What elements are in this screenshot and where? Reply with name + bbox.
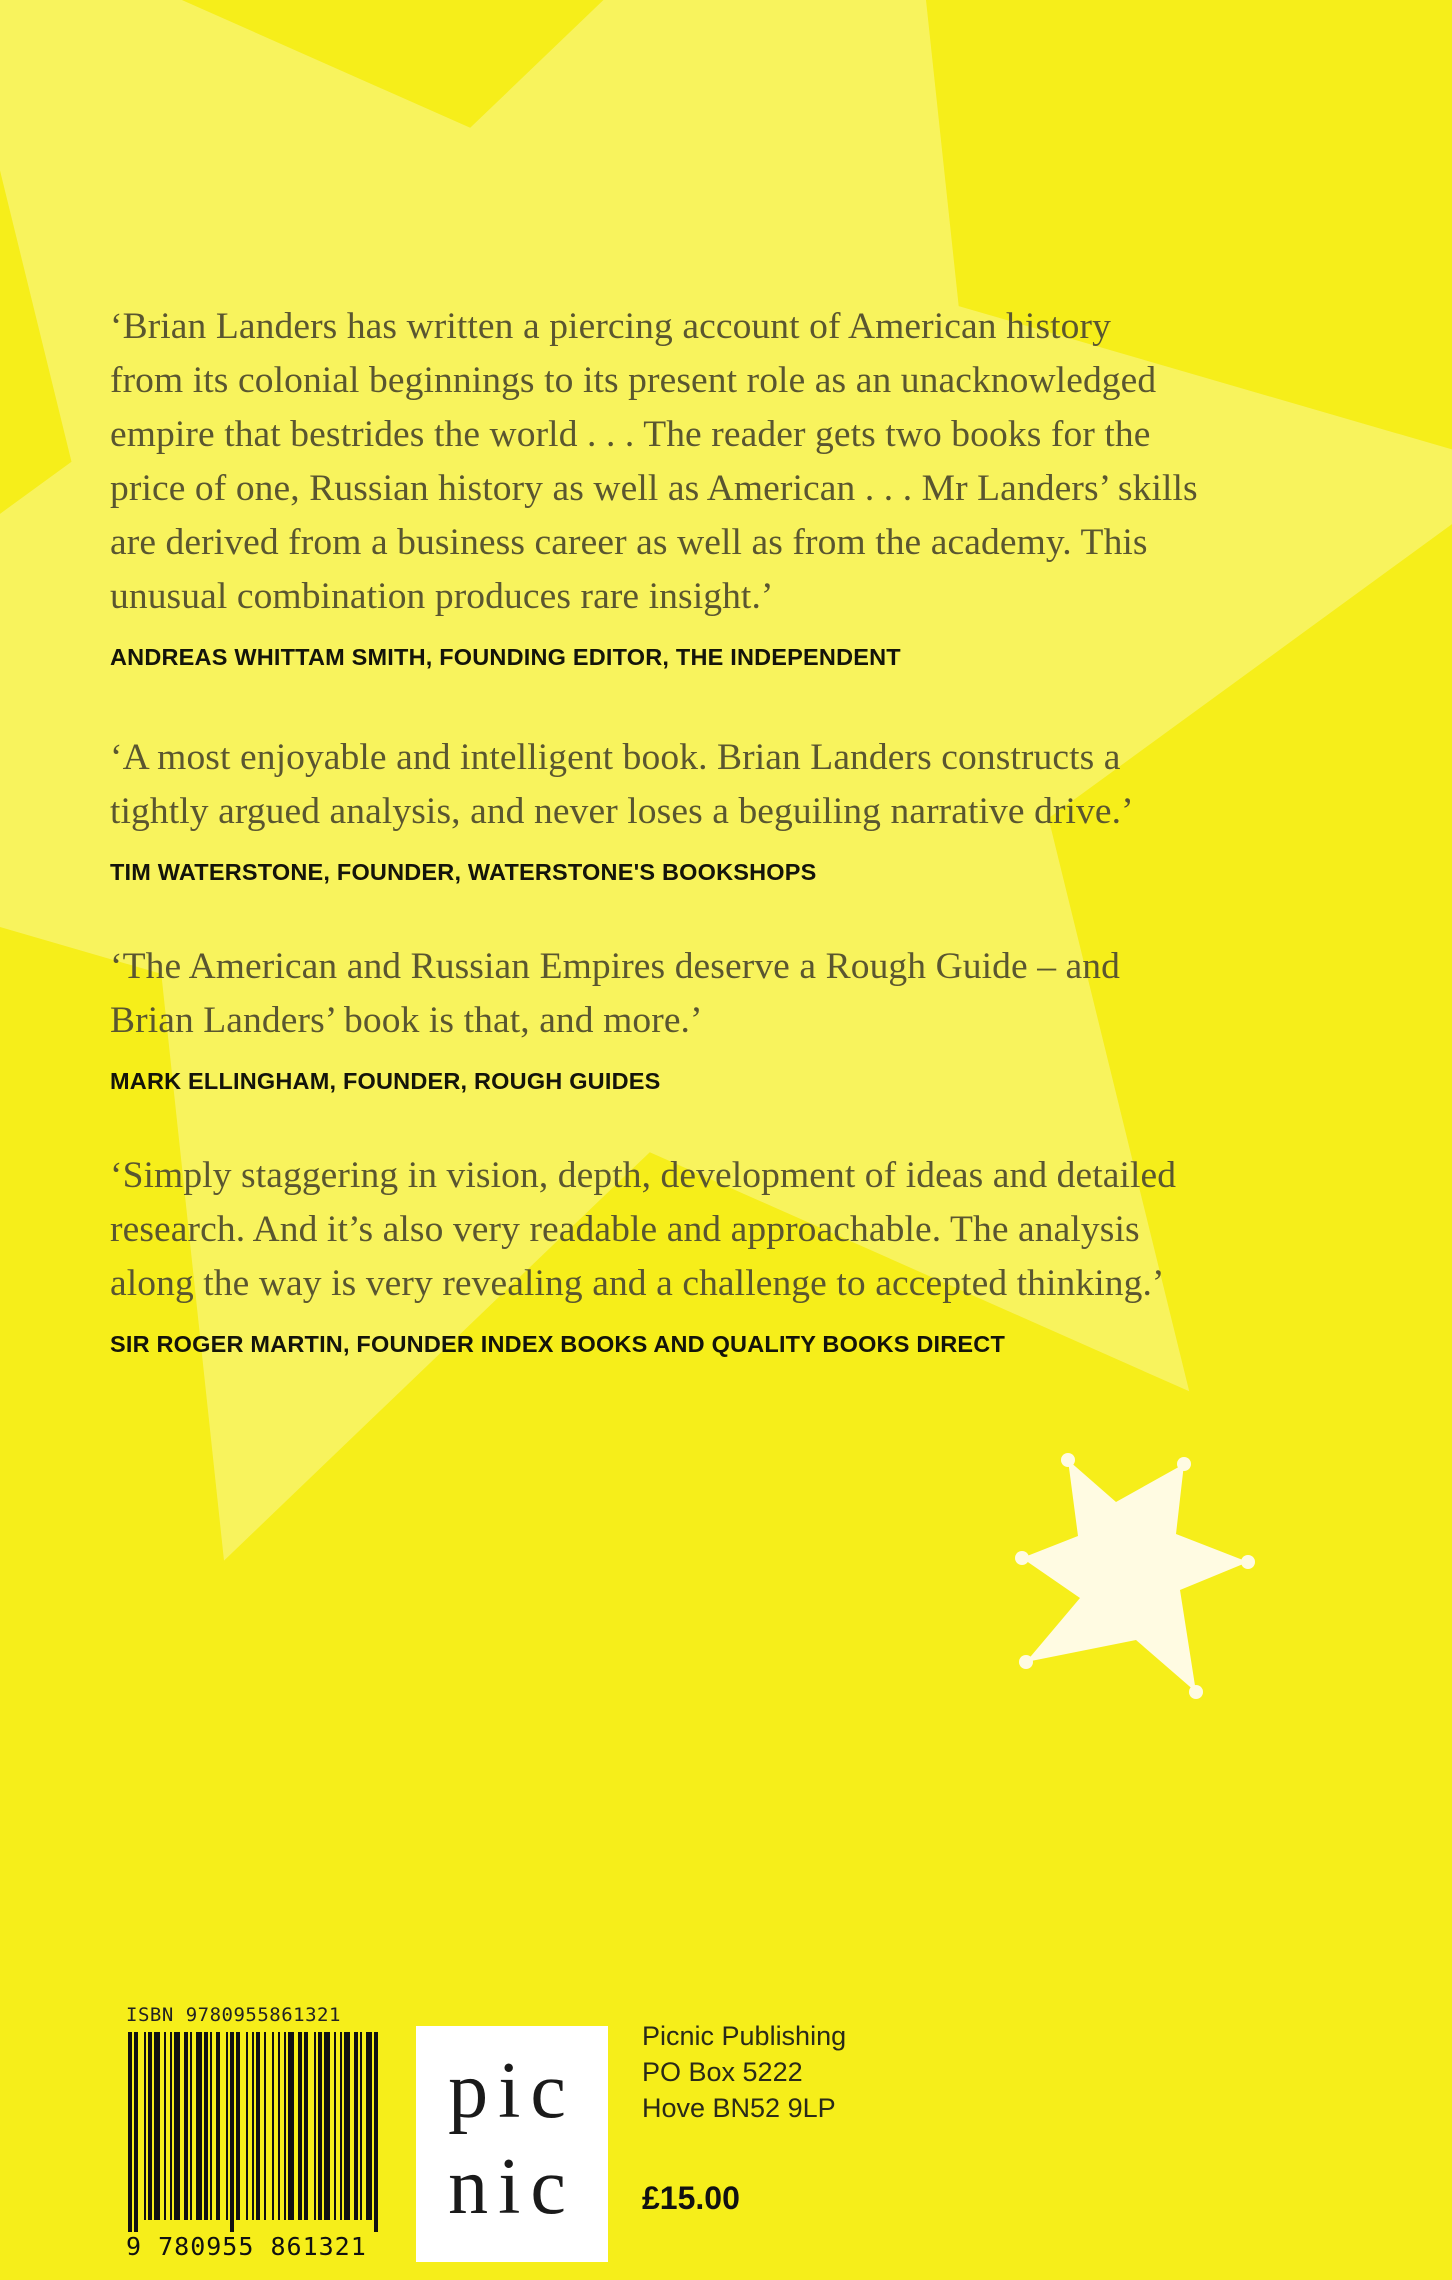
logo-line-2: nic <box>448 2143 576 2231</box>
barcode-bar <box>164 2032 166 2220</box>
barcode-bar <box>128 2032 132 2232</box>
barcode-bar <box>278 2032 280 2220</box>
barcode-bar <box>148 2032 152 2220</box>
barcode-bar <box>284 2032 286 2220</box>
barcode-bar <box>210 2032 212 2220</box>
barcode-bar <box>154 2032 160 2220</box>
barcode-bar <box>230 2032 234 2232</box>
review-quotes <box>110 300 1310 1412</box>
review-quote-1 <box>110 300 1310 671</box>
quote-text: ‘Brian Landers has written a piercing account of American history from its colonial beginnings to its present role as an unacknowledged empire that bestrides the world . . . The reader gets two books for the price of one, Russian history as well as American . . . Mr Landers’ skills are derived from a business career as well as from the academy. This unusual combination produces rare insight.’ <box>110 306 1198 617</box>
publisher-address-line-1: PO Box 5222 <box>642 2057 803 2087</box>
price-label: £15.00 <box>642 2180 740 2216</box>
logo-line-1: pic <box>448 2047 576 2135</box>
publisher-name: Picnic Publishing <box>642 2021 847 2051</box>
barcode-bar <box>226 2032 228 2220</box>
barcode-digits: 9 780955 861321 <box>126 2232 367 2261</box>
barcode-bar <box>360 2032 362 2220</box>
review-quote-4 <box>110 1149 1310 1358</box>
quote-attribution: SIR ROGER MARTIN, FOUNDER INDEX BOOKS AND QUALITY BOOKS DIRECT <box>110 1331 1005 1357</box>
barcode-bar <box>252 2032 254 2220</box>
quote-text: ‘The American and Russian Empires deserve a Rough Guide – and Brian Landers’ book is that, and more.’ <box>110 946 1120 1041</box>
barcode-bar <box>184 2032 188 2220</box>
barcode-bar <box>340 2032 342 2220</box>
sheriff-star-icon <box>1008 1440 1284 1710</box>
barcode-bar <box>298 2032 302 2220</box>
barcode-bar <box>144 2032 146 2220</box>
review-quote-2 <box>110 731 1310 886</box>
barcode-bar <box>344 2032 350 2220</box>
barcode-bar <box>366 2032 372 2220</box>
barcode-bar <box>190 2032 192 2220</box>
barcode-bar <box>216 2032 220 2220</box>
barcode-bar <box>256 2032 260 2220</box>
barcode-bar <box>314 2032 316 2220</box>
publisher-logo <box>416 2026 608 2262</box>
barcode-bar <box>318 2032 322 2220</box>
barcode-bar <box>324 2032 330 2220</box>
barcode-bar <box>204 2032 208 2220</box>
barcode-bar <box>374 2032 378 2232</box>
barcode-bar <box>334 2032 336 2220</box>
barcode-bar <box>304 2032 308 2220</box>
barcode-bar <box>288 2032 294 2220</box>
quote-attribution: TIM WATERSTONE, FOUNDER, WATERSTONE'S BOOKSHOPS <box>110 859 817 885</box>
barcode-bar <box>264 2032 266 2220</box>
quote-text: ‘Simply staggering in vision, depth, development of ideas and detailed research. And it’s also very readable and approachable. The analysis along the way is very revealing and a challenge to accepted thinking.’ <box>110 1155 1177 1304</box>
barcode-bar <box>236 2032 240 2220</box>
isbn-barcode <box>126 2004 380 2274</box>
barcode-bar <box>272 2032 274 2220</box>
barcode-bar <box>246 2032 248 2220</box>
barcode-bar <box>354 2032 358 2220</box>
publisher-address-line-2: Hove BN52 9LP <box>642 2093 836 2123</box>
barcode-bar <box>134 2032 138 2232</box>
publisher-address <box>642 2018 846 2126</box>
review-quote-3 <box>110 940 1310 1095</box>
barcode-bar <box>170 2032 172 2220</box>
barcode-bars <box>126 2032 380 2232</box>
quote-attribution: MARK ELLINGHAM, FOUNDER, ROUGH GUIDES <box>110 1068 661 1094</box>
barcode-bar <box>196 2032 202 2220</box>
barcode-bar <box>174 2032 180 2220</box>
quote-attribution: ANDREAS WHITTAM SMITH, FOUNDING EDITOR, THE INDEPENDENT <box>110 644 901 670</box>
quote-text: ‘A most enjoyable and intelligent book. Brian Landers constructs a tightly argued analysis, and never loses a beguiling narrative drive.’ <box>110 737 1134 832</box>
isbn-label: ISBN 9780955861321 <box>126 2004 341 2026</box>
